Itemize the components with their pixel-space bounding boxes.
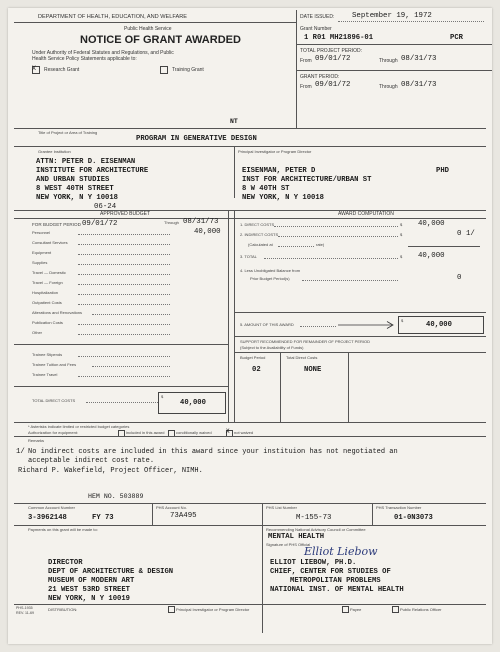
remark-number: 1/ <box>16 448 25 456</box>
tpp-through: 08/31/73 <box>401 55 437 63</box>
payee-line: DIRECTOR <box>48 559 83 567</box>
grant-number-label: Grant Number <box>300 26 332 32</box>
included-label: included in this award <box>126 430 165 435</box>
award-line-4a: 4. Less Unobligated Balance from <box>240 268 301 273</box>
budget-item: Travel — Domestic <box>32 270 66 275</box>
not-waived-mark: X <box>226 428 230 435</box>
calculated-rate-label: rate) <box>316 242 325 247</box>
training-grant-label: Training Grant <box>172 67 204 73</box>
award-computation-header: AWARD COMPUTATION <box>338 211 394 217</box>
calculated-at-label: (Calculated at <box>248 242 273 247</box>
page-title: NOTICE OF GRANT AWARDED <box>80 34 241 46</box>
tpp-from: 09/01/72 <box>315 55 351 63</box>
council-label: Recommending National Advisory Council or Committee <box>266 527 366 532</box>
institution-line: INSTITUTE FOR ARCHITECTURE <box>36 167 149 175</box>
budget-item: Personnel <box>32 230 51 235</box>
phs-official-signature: Elliot Liebow <box>304 545 378 558</box>
common-account-label: Common Account Number <box>28 505 75 510</box>
award-currency: $ <box>401 318 404 323</box>
not-waived-label: not waived <box>234 430 254 435</box>
total-direct-costs-label: TOTAL DIRECT COSTS <box>32 398 76 403</box>
nt-code: NT <box>230 118 238 125</box>
gp-from: 09/01/72 <box>315 81 351 89</box>
award-line-4b: Prior Budget Period(s) <box>250 276 290 281</box>
total-currency: $ <box>161 394 164 399</box>
award-line-5: 5. AMOUNT OF THIS AWARD <box>240 322 294 327</box>
research-grant-mark: X <box>32 65 36 72</box>
project-title-label: Title of Project or Area of Training <box>38 130 98 135</box>
award-line-2: 2. INDIRECT COSTS <box>240 232 279 237</box>
authority-line-1: Under Authority of Federal Statutes and Regulations, and Public <box>32 50 174 56</box>
phs-list-label: PHS List Number <box>266 505 297 510</box>
official-line: NATIONAL INST. OF MENTAL HEALTH <box>270 586 404 594</box>
training-grant-checkbox[interactable] <box>160 66 168 74</box>
institution-line: AND URBAN STUDIES <box>36 176 110 184</box>
arrow-right-icon <box>338 320 396 330</box>
investigator-line: INST FOR ARCHITECTURE/URBAN ST <box>242 176 372 184</box>
support-period: 02 <box>252 366 261 374</box>
remark-line-2: acceptable indirect cost rate. <box>28 457 155 465</box>
authority-line-2: Health Service Policy Statements applicable to: <box>32 56 137 62</box>
investigator-label: Principal Investigator or Program Director <box>238 149 312 154</box>
support-label-1: SUPPORT RECOMMENDED FOR REMAINDER OF PROJECT PERIOD <box>240 339 371 344</box>
date-issued: September 19, 1972 <box>352 12 432 20</box>
advisory-council: MENTAL HEALTH <box>268 533 325 541</box>
pro-checkbox[interactable] <box>392 606 399 613</box>
phs-transaction-label: PHS Transaction Number <box>376 505 422 510</box>
equipment-auth-label: Authorization for equipment: <box>28 430 79 435</box>
support-label-2: (Subject to the Availability of Funds) <box>240 345 304 350</box>
investigator-line: EISENMAN, PETER D <box>242 167 316 175</box>
signature-label: Signature of PHS Official <box>266 542 311 547</box>
budget-period-through: 08/31/73 <box>183 218 219 226</box>
grant-notice-sheet <box>8 8 492 644</box>
grant-suffix: PCR <box>450 34 463 42</box>
institution-line: ATTN: PETER D. EISENMAN <box>36 158 136 166</box>
budget-item: Alterations and Renovations <box>32 310 83 315</box>
payments-label: Payments on this grant will be made to: <box>28 527 98 532</box>
form-number: PHS-1935 <box>16 606 33 610</box>
gp-through-label: Through <box>379 84 398 90</box>
gp-from-label: From <box>300 84 312 90</box>
remark-line-3: Richard P. Wakefield, Project Officer, NIMH. <box>18 467 203 475</box>
hem-number: HEM NO. 503889 <box>88 493 144 500</box>
budget-item: Consultant Services <box>32 240 68 245</box>
personnel-amount: 40,000 <box>194 228 221 236</box>
indirect-costs-value: 0 <box>457 230 462 238</box>
form-revision: REV. 11-69 <box>16 611 34 615</box>
fiscal-year: FY 73 <box>92 514 114 522</box>
approved-budget-header: APPROVED BUDGET <box>100 211 151 217</box>
tpp-through-label: Through <box>379 58 398 64</box>
award-currency: $ <box>400 254 403 259</box>
institution-label: Grantee Institution <box>38 149 71 154</box>
phs-list-number: M-155-73 <box>296 514 332 522</box>
unobligated-balance-value: 0 <box>457 274 462 282</box>
investigator-line: 8 W 40TH ST <box>242 185 290 193</box>
pro-label: Public Relations Officer <box>400 607 442 612</box>
budget-item: Outpatient Costs <box>32 300 62 305</box>
budget-item: Hospitalization <box>32 290 59 295</box>
trainee-item: Trainee Tuition and Fees <box>32 362 77 367</box>
tpp-from-label: From <box>300 58 312 64</box>
budget-item: Publication Costs <box>32 320 63 325</box>
payee-line: MUSEUM OF MODERN ART <box>48 577 135 585</box>
support-col-budget-period: Budget Period <box>240 355 266 360</box>
pi-checkbox[interactable] <box>168 606 175 613</box>
distribution-label: DISTRIBUTION: <box>48 607 78 612</box>
trainee-item: Trainee Stipends <box>32 352 63 357</box>
date-issued-label: DATE ISSUED: <box>300 14 335 20</box>
budget-through-label: Through <box>164 220 179 225</box>
phs-transaction-number: 01-0N3073 <box>394 514 433 522</box>
institution-line: 8 WEST 40TH STREET <box>36 185 114 193</box>
award-currency: $ <box>400 222 403 227</box>
phs-account-number: 73A495 <box>170 512 197 520</box>
payee-checkbox[interactable] <box>342 606 349 613</box>
indirect-costs-note: 1/ <box>466 230 475 238</box>
grant-number: 1 R01 MH21896-01 <box>304 34 374 42</box>
institution-code: 06-24 <box>94 203 117 211</box>
common-account-number: 3-3962148 <box>28 514 67 522</box>
budget-item: Supplies <box>32 260 48 265</box>
payee-line: DEPT OF ARCHITECTURE & DESIGN <box>48 568 174 576</box>
trainee-item: Trainee Travel <box>32 372 58 377</box>
award-line-3: 3. TOTAL <box>240 254 257 259</box>
support-costs: NONE <box>304 366 322 374</box>
official-line: CHIEF, CENTER FOR STUDIES OF <box>270 568 391 576</box>
payee-line: NEW YORK, N Y 10019 <box>48 595 130 603</box>
asterisk-note: * Asterisks indicate limited or restricted budget categories <box>28 424 130 429</box>
research-grant-label: Research Grant <box>44 67 80 73</box>
phs-account-label: PHS Account No. <box>156 505 187 510</box>
official-line: METROPOLITAN PROBLEMS <box>290 577 381 585</box>
remark-line-1: No indirect costs are included in this award since your instituion has not negotiated an <box>28 448 398 456</box>
gp-through: 08/31/73 <box>401 81 437 89</box>
investigator-degree: PHD <box>436 167 449 175</box>
direct-costs-value: 40,000 <box>418 220 445 228</box>
investigator-line: NEW YORK, N Y 10018 <box>242 194 324 202</box>
project-title: PROGRAM IN GENERATIVE DESIGN <box>136 135 257 143</box>
total-project-period-label: TOTAL PROJECT PERIOD: <box>300 48 363 54</box>
support-col-total-direct-costs: Total Direct Costs <box>286 355 318 360</box>
total-value: 40,000 <box>418 252 445 260</box>
total-direct-costs: 40,000 <box>180 399 206 407</box>
grant-period-label: GRANT PERIOD: <box>300 74 340 80</box>
pi-label: Principal Investigator or Program Director <box>176 607 250 612</box>
conditionally-waived-label: conditionally waived <box>176 430 212 435</box>
budget-period-from: 09/01/72 <box>82 220 118 228</box>
budget-item: Equipment <box>32 250 52 255</box>
budget-item: Other <box>32 330 43 335</box>
institution-line: NEW YORK, N Y 10018 <box>36 194 118 202</box>
award-line-1: 1. DIRECT COSTS <box>240 222 275 227</box>
budget-period-label: FOR BUDGET PERIOD <box>32 222 81 227</box>
official-line: ELLIOT LIEBOW, PH.D. <box>270 559 357 567</box>
amount-of-award: 40,000 <box>426 321 452 329</box>
remarks-label: Remarks <box>28 438 45 443</box>
department-name: DEPARTMENT OF HEALTH, EDUCATION, AND WELFARE <box>38 14 187 20</box>
payee-line: 21 WEST 53RD STREET <box>48 586 130 594</box>
service-name: Public Health Service <box>124 26 172 32</box>
payee-label: Payee <box>350 607 362 612</box>
budget-item: Travel — Foreign <box>32 280 63 285</box>
award-currency: $ <box>400 232 403 237</box>
